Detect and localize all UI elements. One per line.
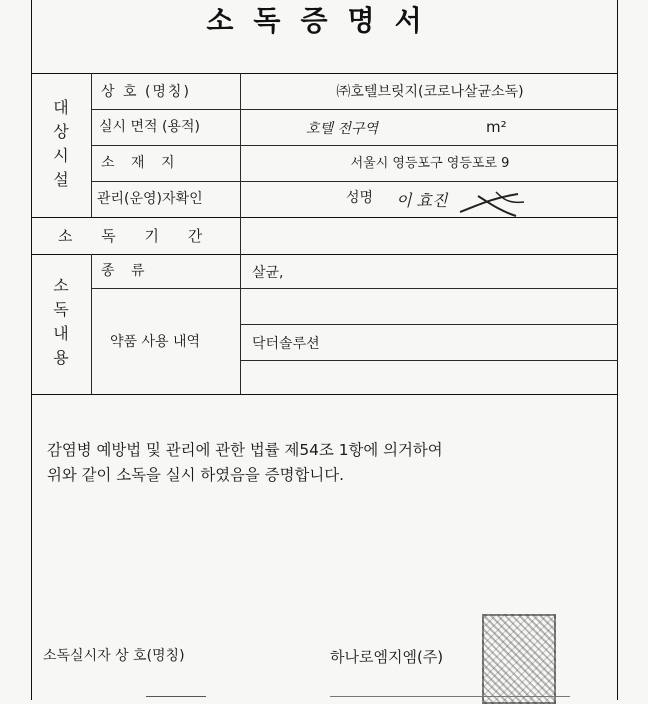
address-label: 소 재 지: [101, 155, 181, 171]
kind-label: 종 류: [101, 263, 151, 279]
table-bottom-rule: [31, 394, 618, 395]
row-rule: [91, 145, 618, 146]
drug-usage-label: 약품 사용 내역: [110, 334, 201, 350]
executor-value: 하나로엠지엠(주): [330, 648, 444, 666]
kind-value: 살균,: [252, 265, 284, 281]
row-rule: [240, 324, 618, 325]
frame-right-border: [617, 0, 618, 700]
area-label: 실시 면적 (용적): [99, 119, 200, 135]
table-top-rule: [31, 73, 618, 74]
side-label-text: 소독내용: [53, 276, 69, 367]
column-rule: [91, 73, 92, 217]
period-label: 소 독 기 간: [58, 227, 215, 245]
row-rule: [91, 181, 618, 182]
business-name-label: 상 호 (명칭): [101, 84, 191, 100]
area-unit: m²: [486, 118, 507, 136]
drug-usage-value: 닥터솔루션: [252, 336, 320, 352]
side-label-text: 대상시설: [53, 98, 69, 189]
column-rule: [240, 73, 241, 394]
row-rule: [91, 288, 618, 289]
content-section-side-label: [49, 274, 73, 370]
address-value: 서울시 영등포구 영등포로 9: [350, 156, 510, 171]
manager-label: 관리(운영)자확인: [97, 191, 203, 207]
target-section-side-label: [49, 96, 73, 192]
signature-mark: [458, 188, 528, 222]
column-rule: [91, 254, 92, 394]
statement-line-1: 감염병 예방법 및 관리에 관한 법률 제54조 1항에 의거하여: [47, 441, 443, 459]
document-title: 소독증명서: [206, 4, 442, 37]
executor-label: 소독실시자 상 호(명칭): [43, 648, 185, 664]
statement-line-2: 위와 같이 소독을 실시 하였음을 증명합니다.: [47, 466, 344, 484]
cutoff-text-fragment: [330, 696, 570, 697]
manager-name-prefix: 성명: [346, 190, 374, 206]
business-name-value: ㈜호텔브릿지(코로나살균소독): [336, 84, 524, 100]
section-rule: [31, 217, 618, 218]
cutoff-text-fragment: [146, 696, 206, 697]
row-rule: [240, 360, 618, 361]
frame-left-border: [31, 0, 32, 700]
manager-name-value: 이 효진: [396, 191, 448, 210]
row-rule: [91, 109, 618, 110]
company-seal-stamp: [482, 614, 556, 704]
area-value: 호텔 전구역: [306, 121, 379, 137]
section-rule: [31, 254, 618, 255]
